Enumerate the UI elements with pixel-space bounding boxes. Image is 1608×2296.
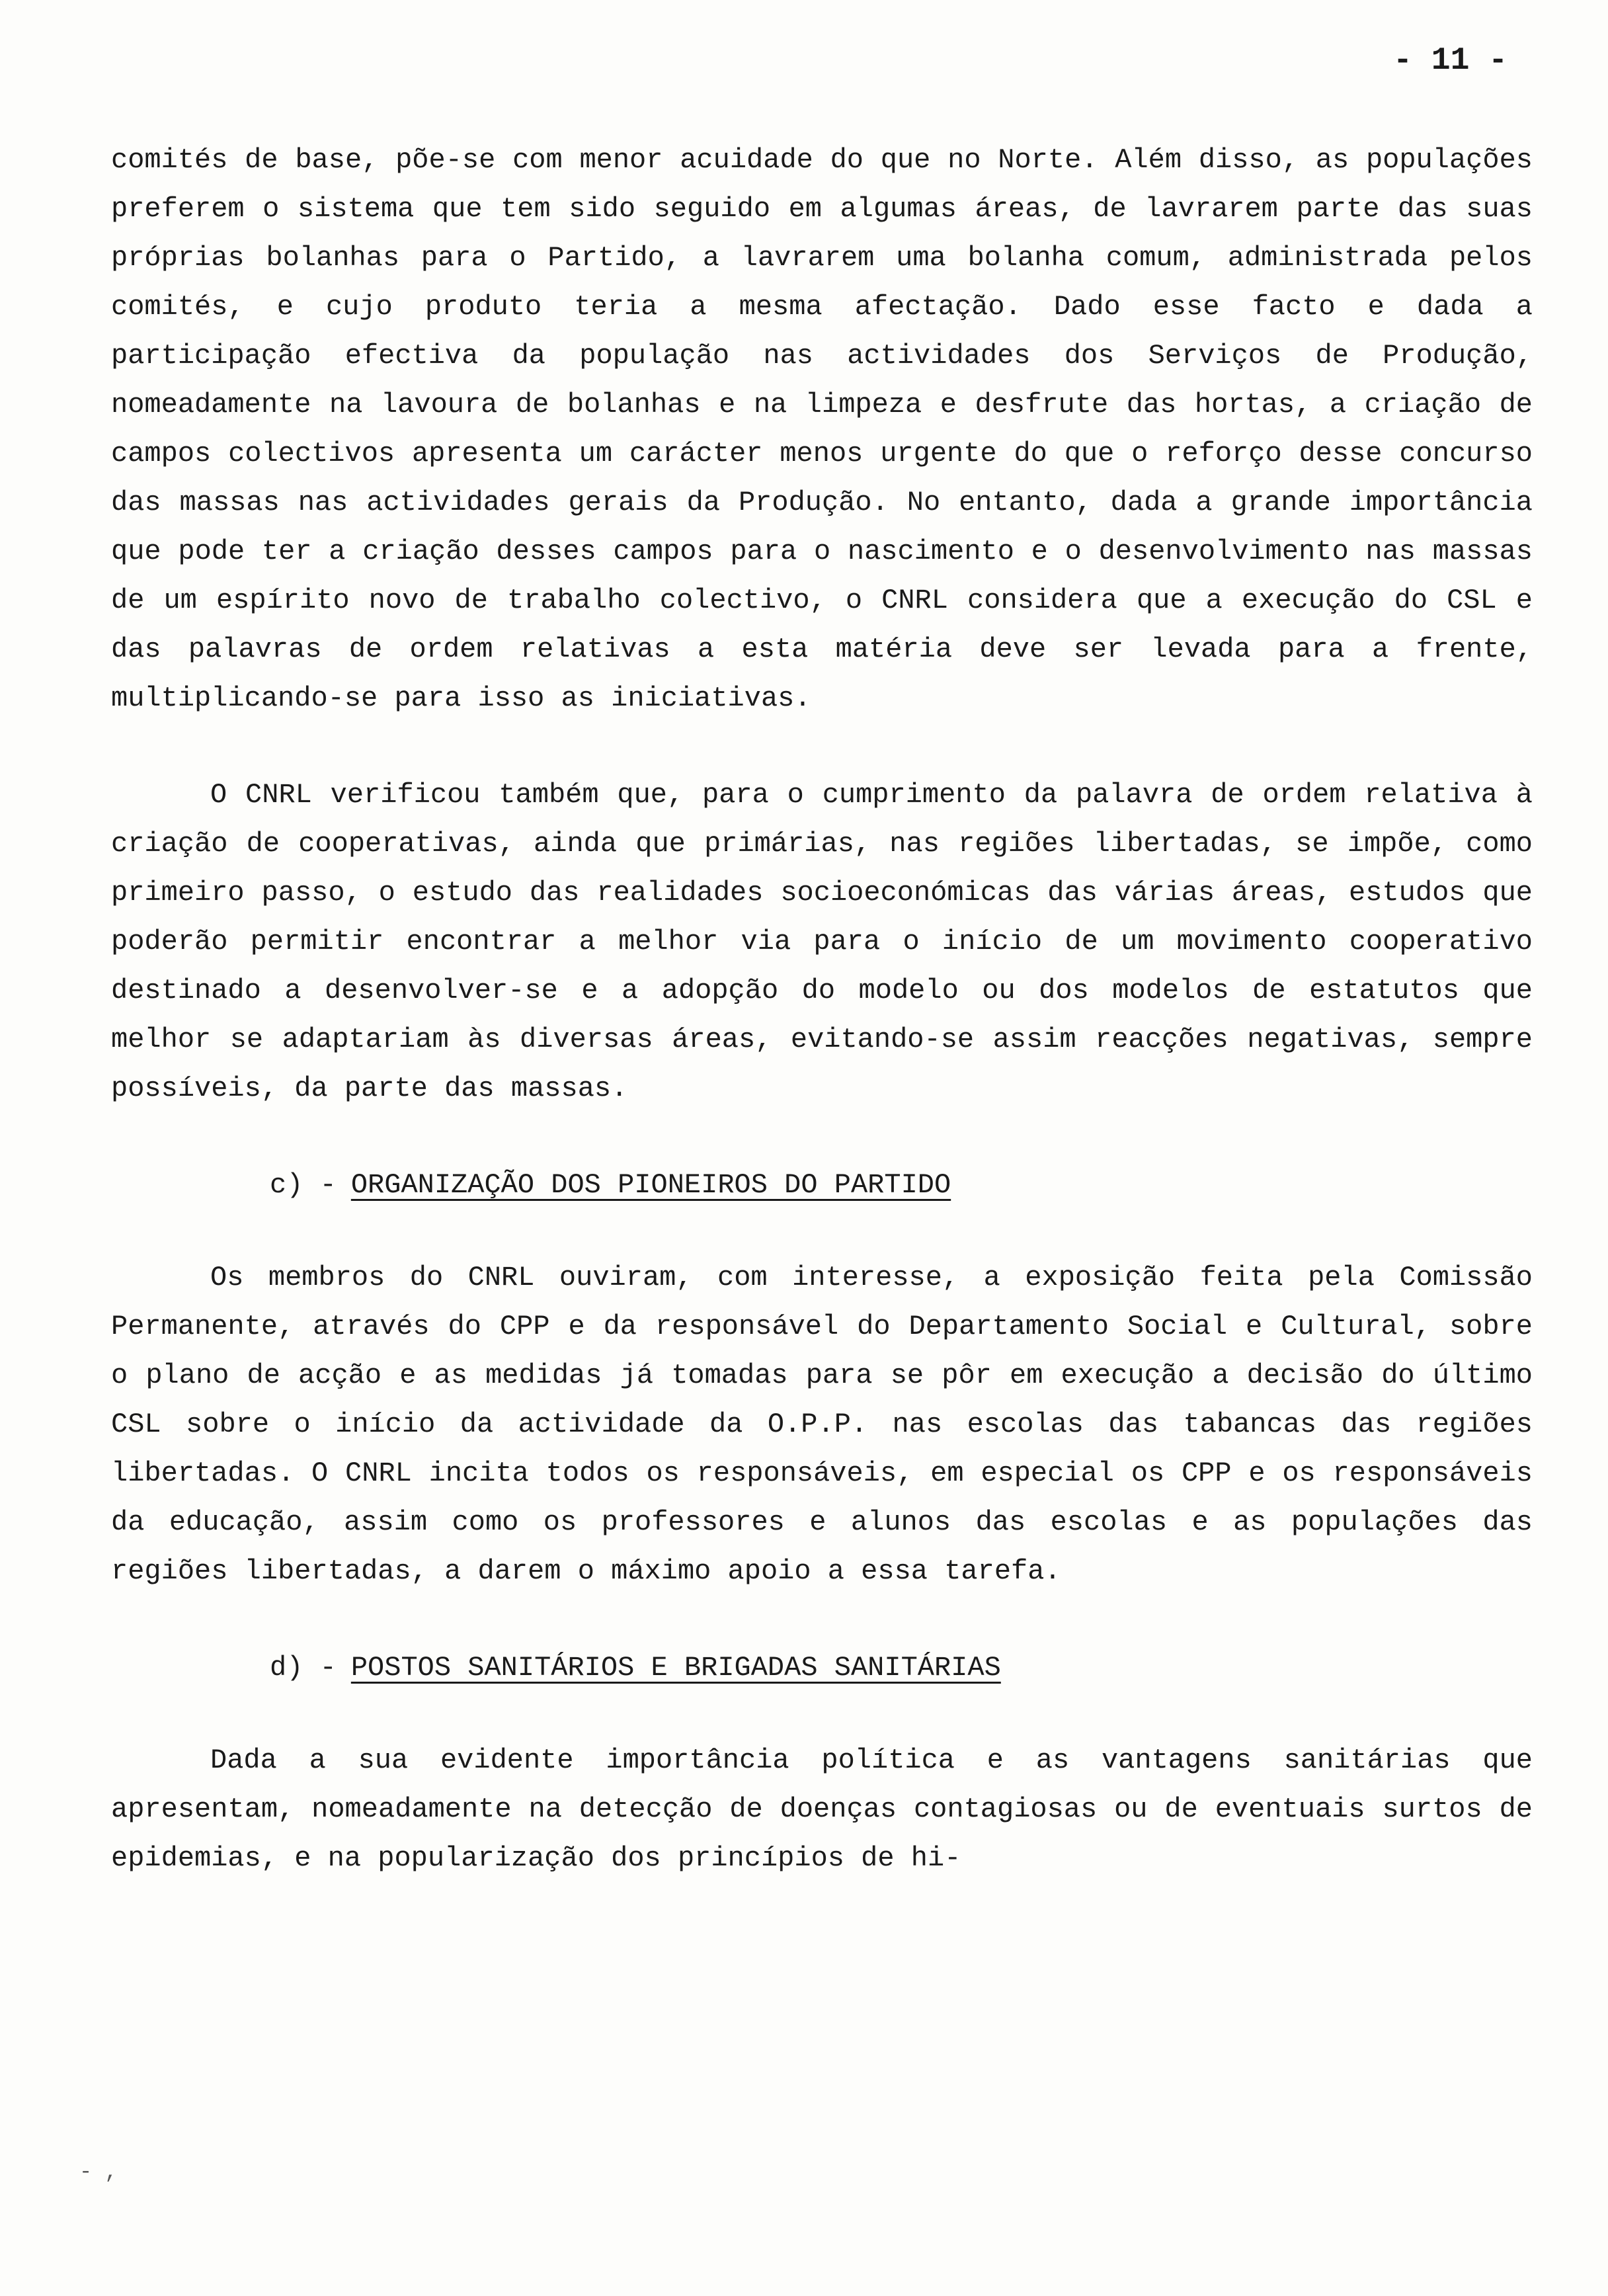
section-c-letter: c) -	[270, 1169, 337, 1201]
body-text	[111, 136, 1533, 1883]
paragraph-comites: comités de base, põe-se com menor acuidade do que no Norte. Além disso, as populações preferem o sistema que tem sido seguido em algumas áreas, de lavrarem parte das suas próprias bolanhas para o Partido, a lavrarem uma bolanha comum, administrada pelos comités, e cujo produto teria a mesma afectação. Dado esse facto e dada a participação efectiva da população nas actividades dos Serviços de Produção, nomeadamente na lavoura de bolanhas e na limpeza e desfrute das hortas, a criação de campos colectivos apresenta um carácter menos urgente do que o reforço desse concurso das massas nas actividades gerais da Produção. No entanto, dada a grande importância que pode ter a criação desses campos para o nascimento e o desenvolvimento nas massas de um espírito novo de trabalho colectivo, o CNRL considera que a execução do CSL e das palavras de ordem relativas a esta matéria deve ser levada para a frente, multiplicando-se para isso as iniciativas.	[111, 144, 1533, 714]
margin-mark: - ,	[79, 2160, 118, 2184]
section-d-letter: d) -	[270, 1652, 337, 1684]
paragraph-postos-sanitarios: Dada a sua evidente importância política e as vantagens sanitárias que apresentam, nomeadamente na detecção de doenças contagiosas ou de eventuais surtos de epidemias, e na popularização dos princípios de hi-	[111, 1744, 1533, 1874]
page-number: - 11 -	[1393, 43, 1508, 79]
paragraph-cooperativas: O CNRL verificou também que, para o cumprimento da palavra de ordem relativa à criação de cooperativas, ainda que primárias, nas regiões libertadas, se impõe, como primeiro passo, o estudo das realidades socioeconómicas das várias áreas, estudos que poderão permitir encontrar a melhor via para o início de um movimento cooperativo destinado a desenvolver-se e a adopção do modelo ou dos modelos de estatutos que melhor se adaptariam às diversas áreas, evitando-se assim reacções negativas, sempre possíveis, da parte das massas.	[111, 779, 1533, 1104]
section-c-title: ORGANIZAÇÃO DOS PIONEIROS DO PARTIDO	[350, 1169, 951, 1201]
section-d-title: POSTOS SANITÁRIOS E BRIGADAS SANITÁRIAS	[350, 1652, 1001, 1684]
section-heading-d	[270, 1643, 1533, 1692]
section-heading-c	[270, 1161, 1533, 1210]
paragraph-pioneiros: Os membros do CNRL ouviram, com interesse, a exposição feita pela Comissão Permanente, através do CPP e da responsável do Departamento Social e Cultural, sobre o plano de acção e as medidas já tomadas para se pôr em execução a decisão do último CSL sobre o início da actividade da O.P.P. nas escolas das tabancas das regiões libertadas. O CNRL incita todos os responsáveis, em especial os CPP e os responsáveis da educação, assim como os professores e alunos das escolas e as populações das regiões libertadas, a darem o máximo apoio a essa tarefa.	[111, 1262, 1533, 1587]
